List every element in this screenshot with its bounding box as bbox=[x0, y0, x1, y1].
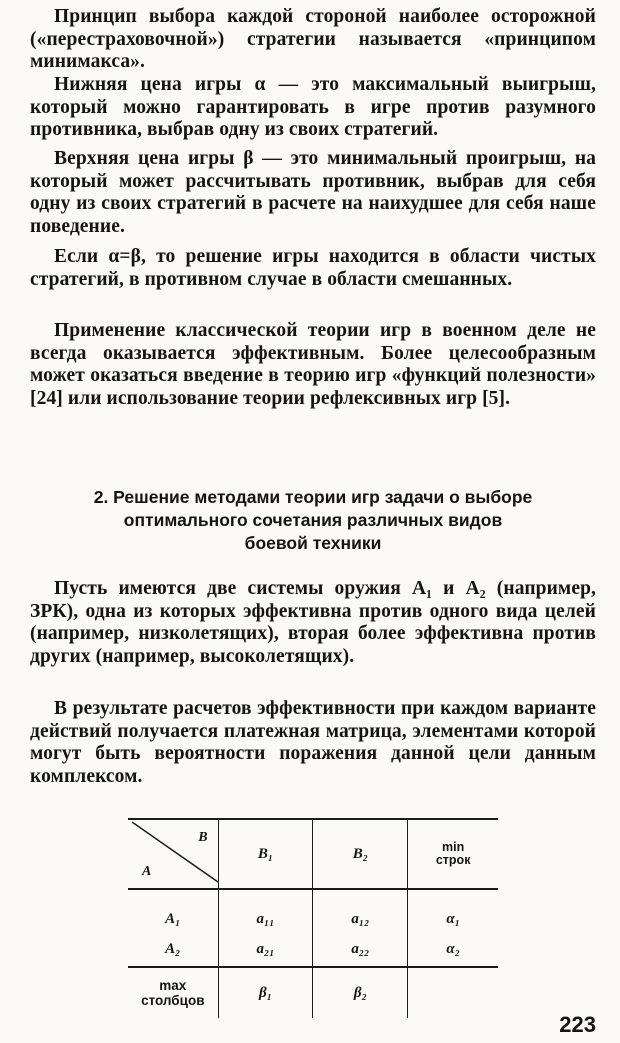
row-min-alpha1: α₁ bbox=[446, 910, 460, 927]
matrix-row-a1 bbox=[128, 889, 498, 934]
col-header-min-rows bbox=[408, 819, 498, 889]
section-heading-line-3: боевой техники bbox=[244, 533, 382, 553]
paragraph-minimax-principle: Принцип выбора каждой стороной наиболее осторожной («перестраховочной») стратегии называется «принципом минимакса». bbox=[30, 6, 596, 73]
section-heading-line-2: оптимального сочетания различных видов bbox=[123, 510, 503, 530]
page-number: 223 bbox=[559, 1012, 596, 1037]
cell-a22: a₂₂ bbox=[313, 934, 408, 967]
row-label-a1: A₁ bbox=[128, 889, 218, 934]
paragraph-pure-strategies: Если α=β, то решение игры находится в области чистых стратегий, в противном случае в области смешанных. bbox=[30, 246, 596, 290]
row-label-a2: A₂ bbox=[128, 934, 218, 967]
col-header-b2: B₂ bbox=[313, 819, 408, 889]
payoff-matrix-table bbox=[128, 818, 498, 1018]
section-heading-line-1: 2. Решение методами теории игр задачи о выборе bbox=[93, 487, 533, 507]
empty-corner-cell bbox=[408, 967, 498, 1018]
max-columns-label bbox=[128, 967, 218, 1018]
cell-a12: a₁₂ bbox=[313, 889, 408, 934]
col-header-b1: B₁ bbox=[218, 819, 313, 889]
paragraph-weapon-systems: Пусть имеются две системы оружия A₁ и A₂ (например, ЗРК), одна из которых эффективна против одного вида целей (например, низколетящих), вторая более эффективна против других (например, высоколетящих). bbox=[30, 578, 596, 667]
section-heading bbox=[30, 486, 596, 555]
row-min-alpha2: α₂ bbox=[408, 934, 498, 967]
paragraph-payoff-matrix: В результате расчетов эффективности при каждом варианте действий получается платежная матрица, элементами которой могут быть вероятности поражения данной цели данным комплексом. bbox=[30, 698, 596, 787]
max-label-line-1: max bbox=[159, 978, 187, 993]
col-max-beta2: β₂ bbox=[313, 967, 408, 1018]
cell-a21: a₂₁ bbox=[218, 934, 313, 967]
matrix-corner-cell bbox=[128, 819, 218, 889]
min-header-line-1: min bbox=[442, 840, 465, 854]
col-max-beta1: β₁ bbox=[218, 967, 313, 1018]
corner-label-a: A bbox=[142, 864, 152, 879]
paragraph-upper-value: Верхняя цена игры β — это минимальный проигрыш, на который может рассчитывать противник, выбрав для себя одну из своих стратегий в расчете на наихудшее для себя наше поведение. bbox=[30, 148, 596, 237]
paragraph-lower-value: Нижняя цена игры α — это максимальный выигрыш, который можно гарантировать в игре против разумного противника, выбрав одну из своих стратегий. bbox=[30, 74, 596, 141]
max-label-line-2: столбцов bbox=[141, 993, 205, 1008]
matrix-row-a2 bbox=[128, 934, 498, 967]
paragraph-military-application: Применение классической теории игр в военном деле не всегда оказывается эффективным. Более целесообразным может оказаться введение в теорию игр «функций полезности» [24] или использование теории рефлексивных игр [5]. bbox=[30, 320, 596, 409]
min-header-line-2: строк bbox=[435, 853, 471, 867]
corner-label-b: B bbox=[198, 830, 208, 845]
cell-a11: a₁₁ bbox=[218, 889, 313, 934]
matrix-header-row bbox=[128, 819, 498, 889]
matrix-max-row bbox=[128, 967, 498, 1018]
